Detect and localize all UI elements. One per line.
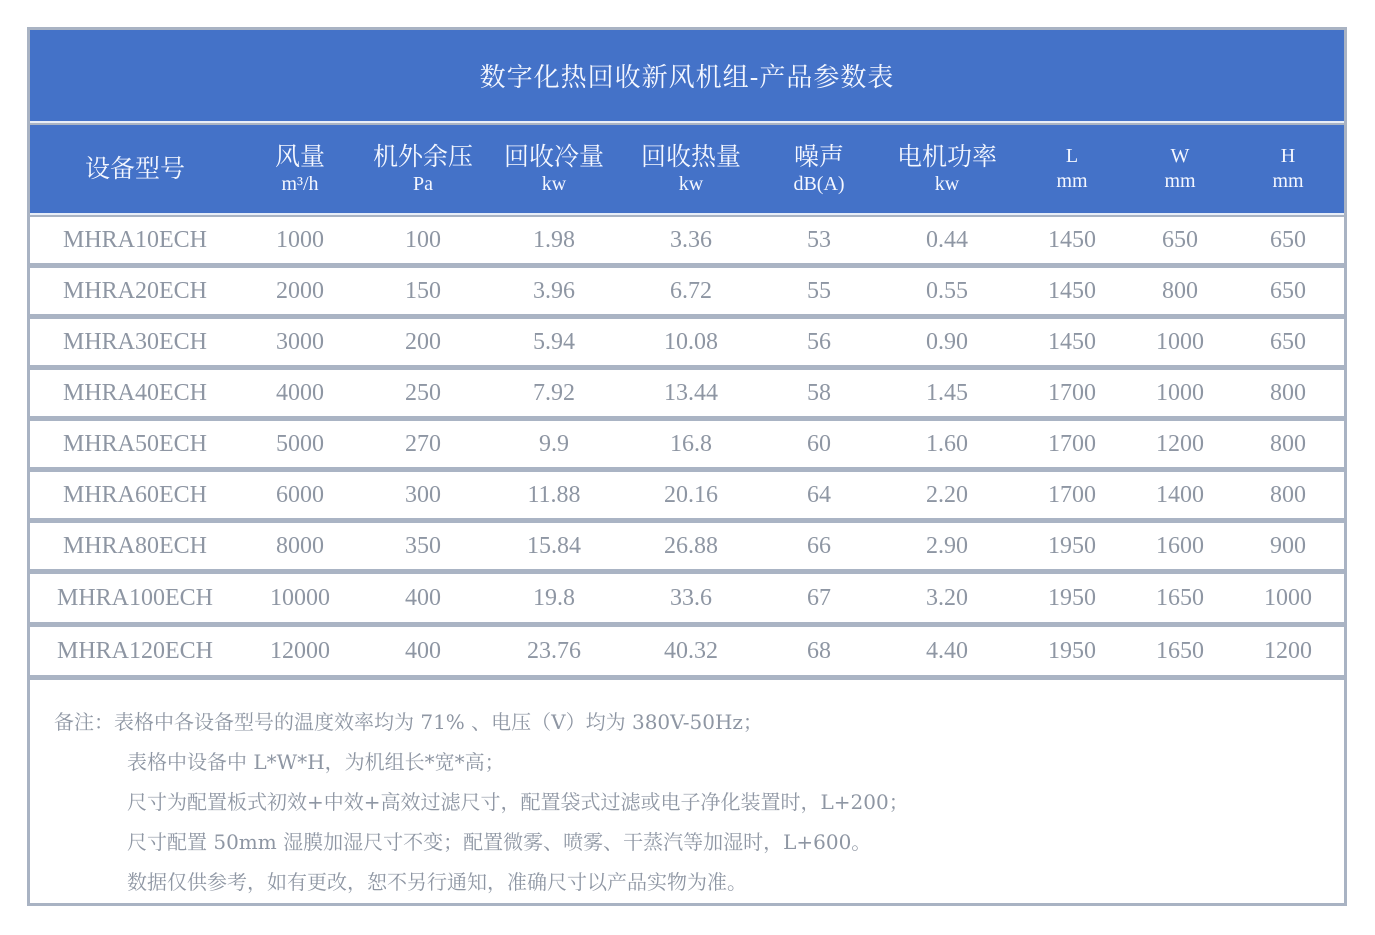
note-line: 备注：表格中各设备型号的温度效率均为 71% 、电压（V）均为 380V-50Hz；: [54, 702, 909, 742]
cell-width: 800: [1162, 277, 1198, 304]
cell-width: 650: [1162, 226, 1198, 253]
cell-length: 1700: [1048, 481, 1096, 508]
table-row: [30, 421, 1344, 472]
cell-model: MHRA80ECH: [62, 532, 207, 559]
cell-length: 1450: [1048, 277, 1096, 304]
cell-model: MHRA100ECH: [56, 584, 213, 611]
cell-cooling: 23.76: [527, 637, 581, 664]
column-header-heating-recovery: 回收热量 kw: [640, 141, 741, 196]
cell-width: 1600: [1156, 532, 1204, 559]
cell-pressure: 200: [405, 328, 441, 355]
cell-model: MHRA10ECH: [62, 226, 207, 253]
cell-heating: 13.44: [664, 379, 718, 406]
cell-height: 900: [1270, 532, 1306, 559]
cell-height: 800: [1270, 430, 1306, 457]
cell-noise: 56: [807, 328, 831, 355]
cell-pressure: 250: [405, 379, 441, 406]
cell-airflow: 12000: [270, 637, 330, 664]
cell-airflow: 4000: [276, 379, 324, 406]
cell-motor-power: 1.45: [926, 379, 968, 406]
cell-airflow: 1000: [276, 226, 324, 253]
cell-pressure: 400: [405, 584, 441, 611]
cell-height: 800: [1270, 379, 1306, 406]
cell-heating: 6.72: [670, 277, 712, 304]
table-row: [30, 523, 1344, 574]
column-header-width: W mm: [1164, 145, 1196, 192]
table-row: [30, 574, 1344, 627]
cell-pressure: 270: [405, 430, 441, 457]
table-row: [30, 370, 1344, 421]
cell-motor-power: 2.90: [926, 532, 968, 559]
cell-model: MHRA60ECH: [62, 481, 207, 508]
cell-pressure: 150: [405, 277, 441, 304]
cell-airflow: 8000: [276, 532, 324, 559]
note-line: 尺寸配置 50mm 湿膜加湿尺寸不变；配置微雾、喷雾、干蒸汽等加湿时，L+600。: [127, 830, 872, 854]
cell-pressure: 350: [405, 532, 441, 559]
cell-cooling: 9.9: [539, 430, 569, 457]
cell-height: 1200: [1264, 637, 1312, 664]
table-body: [30, 217, 1344, 680]
cell-length: 1700: [1048, 379, 1096, 406]
table-row: [30, 319, 1344, 370]
column-header-motor-power: 电机功率 kw: [896, 141, 997, 196]
cell-width: 1000: [1156, 328, 1204, 355]
cell-noise: 68: [807, 637, 831, 664]
cell-heating: 16.8: [670, 430, 712, 457]
cell-width: 1650: [1156, 637, 1204, 664]
table-header-row: [30, 125, 1344, 213]
cell-model: MHRA40ECH: [62, 379, 207, 406]
cell-motor-power: 1.60: [926, 430, 968, 457]
cell-width: 1200: [1156, 430, 1204, 457]
cell-model: MHRA120ECH: [56, 637, 213, 664]
cell-noise: 53: [807, 226, 831, 253]
cell-height: 800: [1270, 481, 1306, 508]
cell-pressure: 100: [405, 226, 441, 253]
cell-noise: 55: [807, 277, 831, 304]
cell-height: 650: [1270, 277, 1306, 304]
cell-length: 1700: [1048, 430, 1096, 457]
column-header-length: L mm: [1056, 145, 1088, 192]
parameter-table-frame: [27, 27, 1347, 906]
column-header-airflow: 风量 m³/h: [274, 141, 325, 196]
notes-label: 备注：: [54, 710, 114, 734]
table-title: [30, 30, 1344, 121]
cell-height: 650: [1270, 328, 1306, 355]
cell-model: MHRA50ECH: [62, 430, 207, 457]
notes-section: [54, 702, 909, 902]
cell-motor-power: 2.20: [926, 481, 968, 508]
note-line: 数据仅供参考，如有更改，恕不另行通知，准确尺寸以产品实物为准。: [127, 870, 747, 894]
cell-heating: 26.88: [664, 532, 718, 559]
cell-noise: 60: [807, 430, 831, 457]
cell-airflow: 3000: [276, 328, 324, 355]
table-row: [30, 268, 1344, 319]
cell-model: MHRA20ECH: [62, 277, 207, 304]
cell-height: 1000: [1264, 584, 1312, 611]
table-row: [30, 627, 1344, 680]
cell-heating: 20.16: [664, 481, 718, 508]
column-header-height: H mm: [1272, 145, 1304, 192]
cell-heating: 10.08: [664, 328, 718, 355]
table-row: [30, 217, 1344, 268]
cell-motor-power: 0.55: [926, 277, 968, 304]
cell-model: MHRA30ECH: [62, 328, 207, 355]
cell-cooling: 15.84: [527, 532, 581, 559]
note-line: 尺寸为配置板式初效+中效+高效过滤尺寸，配置袋式过滤或电子净化装置时，L+200；: [127, 790, 909, 814]
cell-cooling: 7.92: [533, 379, 575, 406]
cell-height: 650: [1270, 226, 1306, 253]
cell-length: 1450: [1048, 226, 1096, 253]
cell-cooling: 1.98: [533, 226, 575, 253]
cell-heating: 3.36: [670, 226, 712, 253]
cell-width: 1400: [1156, 481, 1204, 508]
cell-cooling: 5.94: [533, 328, 575, 355]
cell-heating: 40.32: [664, 637, 718, 664]
cell-airflow: 10000: [270, 584, 330, 611]
column-header-external-pressure: 机外余压 Pa: [372, 141, 473, 196]
table-title-text: 数字化热回收新风机组-产品参数表: [479, 63, 895, 93]
cell-noise: 64: [807, 481, 831, 508]
cell-noise: 66: [807, 532, 831, 559]
cell-motor-power: 0.90: [926, 328, 968, 355]
cell-cooling: 19.8: [533, 584, 575, 611]
cell-length: 1450: [1048, 328, 1096, 355]
table-row: [30, 472, 1344, 523]
cell-noise: 67: [807, 584, 831, 611]
column-header-noise: 噪声 dB(A): [793, 141, 845, 196]
note-line: 表格中设备中 L*W*H，为机组长*宽*高；: [127, 750, 505, 774]
cell-noise: 58: [807, 379, 831, 406]
cell-length: 1950: [1048, 532, 1096, 559]
cell-pressure: 300: [405, 481, 441, 508]
cell-pressure: 400: [405, 637, 441, 664]
cell-length: 1950: [1048, 584, 1096, 611]
cell-length: 1950: [1048, 637, 1096, 664]
cell-heating: 33.6: [670, 584, 712, 611]
cell-airflow: 2000: [276, 277, 324, 304]
column-header-model: 设备型号: [84, 154, 185, 184]
cell-width: 1650: [1156, 584, 1204, 611]
cell-airflow: 6000: [276, 481, 324, 508]
column-header-cooling-recovery: 回收冷量 kw: [503, 141, 604, 196]
cell-width: 1000: [1156, 379, 1204, 406]
cell-cooling: 3.96: [533, 277, 575, 304]
parameter-table: [30, 30, 1344, 903]
cell-motor-power: 0.44: [926, 226, 968, 253]
cell-motor-power: 3.20: [926, 584, 968, 611]
cell-motor-power: 4.40: [926, 637, 968, 664]
cell-airflow: 5000: [276, 430, 324, 457]
cell-cooling: 11.88: [527, 481, 581, 508]
